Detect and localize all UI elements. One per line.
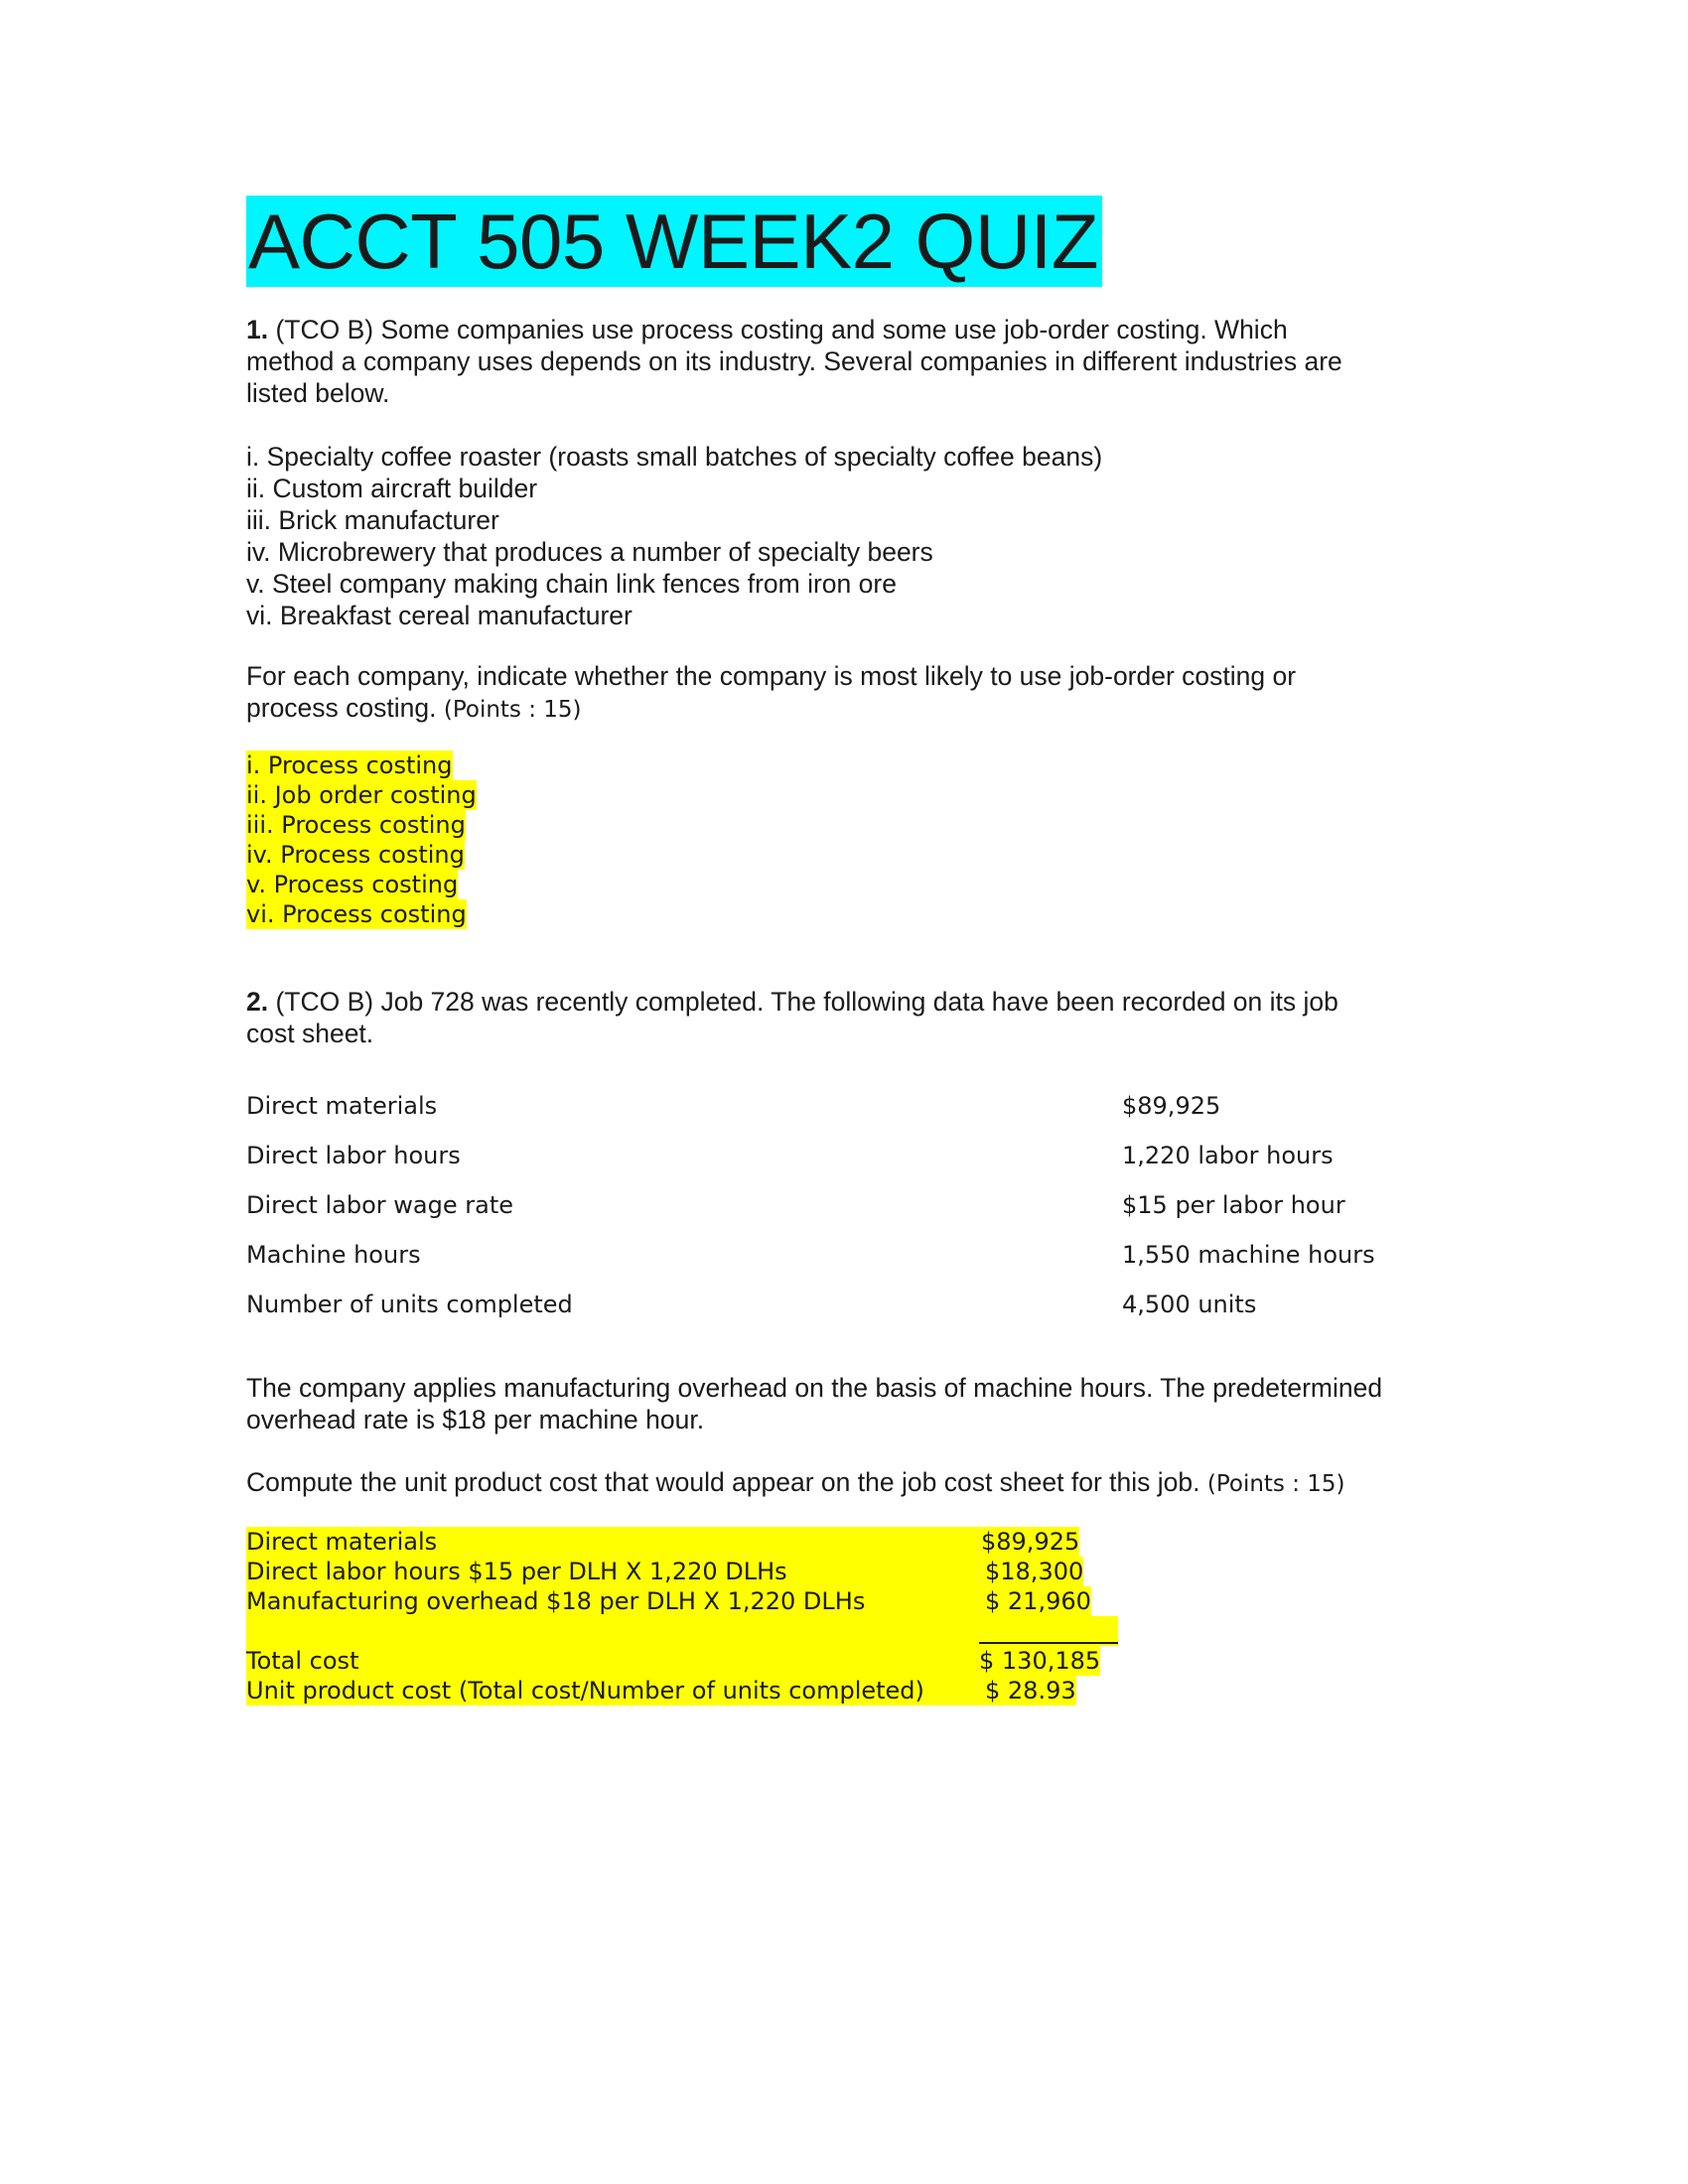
question-1-text: 1. (TCO B) Some companies use process costing and some use job-order costing. Which method a company uses depends on its industry. Several companies in different industries are listed below. — [246, 315, 1342, 408]
points-label: (Points : 15) — [443, 697, 582, 723]
table-row: Direct labor hours $15 per DLH X 1,220 DLHs $18,300 — [246, 1558, 1084, 1585]
overhead-text: The company applies manufacturing overhead on the basis of machine hours. The predetermined overhead rate is $18 per machine hour. — [246, 1373, 1383, 1434]
points-label: (Points : 15) — [1206, 1471, 1345, 1497]
answer-item: ii. Job order costing — [246, 781, 477, 809]
list-item: ii. Custom aircraft builder — [246, 474, 538, 503]
question-1-instruction: For each company, indicate whether the company is most likely to use job-order costing or process costing. (Points : 15) — [246, 661, 1297, 723]
list-item: v. Steel company making chain link fences from iron ore — [246, 569, 897, 599]
divider — [979, 1642, 1118, 1644]
list-item: iv. Microbrewery that produces a number of specialty beers — [246, 537, 933, 567]
table-row: Unit product cost (Total cost/Number of units completed) $ 28.93 — [246, 1677, 1076, 1705]
table-row: Manufacturing overhead $18 per DLH X 1,220 DLHs $ 21,960 — [246, 1587, 1091, 1615]
quiz-title: ACCT 505 WEEK2 QUIZ — [246, 196, 1102, 287]
subtotal-rule — [246, 1616, 1477, 1646]
answer-item: v. Process costing — [246, 871, 459, 898]
answer-item: i. Process costing — [246, 751, 453, 779]
compute-instruction: Compute the unit product cost that would appear on the job cost sheet for this job. (Points : 15) — [246, 1467, 1345, 1497]
table-row: Total cost $ 130,185 — [246, 1647, 1101, 1675]
table-row: Direct materials $89,925 — [246, 1528, 1080, 1556]
question-1-answers — [246, 751, 1477, 929]
answer-item: vi. Process costing — [246, 900, 467, 928]
answer-item: iii. Process costing — [246, 811, 466, 839]
question-2-text: 2. (TCO B) Job 728 was recently completed. The following data have been recorded on its job cost sheet. — [246, 987, 1338, 1048]
question-1-number: 1. — [246, 315, 269, 344]
unit-cost-answer — [246, 1527, 1477, 1706]
list-item: iii. Brick manufacturer — [246, 505, 499, 535]
answer-item: iv. Process costing — [246, 841, 465, 869]
list-item: i. Specialty coffee roaster (roasts small batches of specialty coffee beans) — [246, 442, 1103, 472]
question-2-number: 2. — [246, 987, 269, 1017]
list-item: vi. Breakfast cereal manufacturer — [246, 601, 633, 630]
company-list — [246, 441, 1477, 631]
